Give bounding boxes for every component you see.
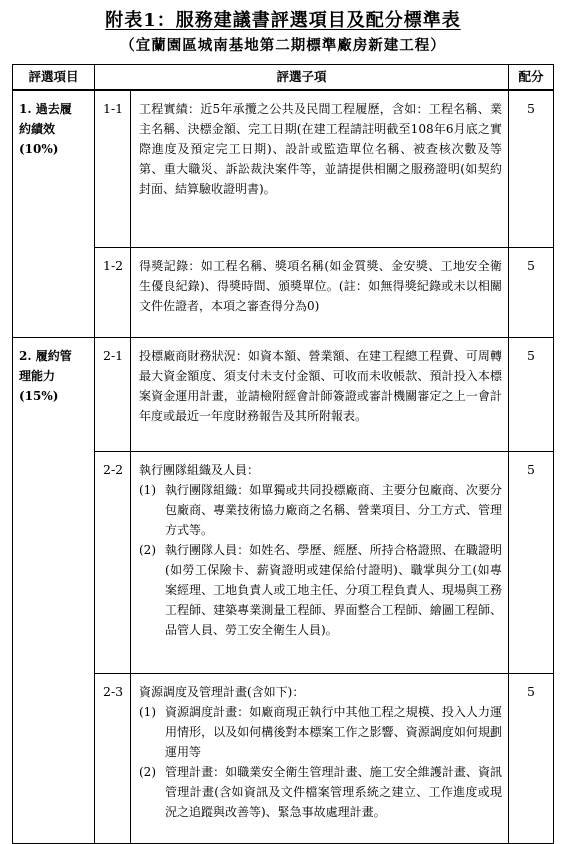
row-score: 5 — [509, 90, 554, 247]
row-score: 5 — [509, 673, 554, 843]
row-number: 2-1 — [95, 337, 131, 451]
document-title: 附表1：服務建議書評選項目及配分標準表 — [105, 10, 461, 31]
row-intro: 資源調度及管理計畫(含如下)： — [139, 684, 305, 699]
table-row — [13, 90, 554, 247]
header-sub: 評選子項 — [95, 65, 509, 91]
row-text — [131, 451, 509, 673]
row-number: 1-2 — [95, 247, 131, 337]
row-number: 2-2 — [95, 451, 131, 673]
header-item: 評選項目 — [13, 65, 95, 91]
row-text: 得獎記錄：如工程名稱、獎項名稱(如金質獎、金安獎、工地安全衛生優良紀錄)、得獎時間、頒獎單位。(註：如無得獎紀錄或未以相關文件佐證者，本項之審查得分為0) — [131, 247, 509, 337]
row-score: 5 — [509, 451, 554, 673]
row-text: 工程實績：近5年承攬之公共及民間工程履歷，含如：工程名稱、業主名稱、決標金額、完工日期(在建工程請註明截至108年6月底之實際進度及預定完工日期)、設計或監造單位名稱、被查核次數及等第、重大職災、訴訟裁決案件等，並請提供相關之服務證明(如契約封面、結算驗收證明書)。 — [131, 90, 509, 247]
list-item: (2) 管理計畫：如職業安全衛生管理計畫、施工安全維護計畫、資訊管理計畫(含如資訊及文件檔案管理系統之建立、工作進度或現況之追蹤與改善等)、緊急事故處理計畫。 — [139, 764, 503, 819]
row-score: 5 — [509, 337, 554, 451]
group-2-item: 2. 履約管 理能力 (15%) — [13, 337, 95, 843]
header-score: 配分 — [509, 65, 554, 91]
document-subtitle: （宜蘭園區城南基地第二期標準廠房新建工程） — [120, 37, 446, 54]
group-1-item: 1. 過去履 約績效 (10%) — [13, 90, 95, 337]
list-item: (1) 執行團隊組織：如單獨或共同投標廠商、主要分包廠商、次要分包廠商、專業技術協力廠商之名稱、營業項目、分工方式、管理方式等。 — [139, 482, 503, 537]
table-row — [13, 337, 554, 451]
row-text — [131, 673, 509, 843]
row-number: 1-1 — [95, 90, 131, 247]
row-intro: 執行團隊組織及人員： — [139, 462, 260, 477]
row-number: 2-3 — [95, 673, 131, 843]
table-row — [13, 673, 554, 843]
table-row — [13, 451, 554, 673]
row-text: 投標廠商財務狀況：如資本額、營業額、在建工程總工程費、可周轉最大資金額度、須支付未支付金額、可收而未收帳款、預計投入本標案資金運用計畫，並請檢附經會計師簽證或審計機關審定之上一會計年度或最近一年度財務報告及其所附報表。 — [131, 337, 509, 451]
row-score: 5 — [509, 247, 554, 337]
list-item: (2) 執行團隊人員：如姓名、學歷、經歷、所持合格證照、在職證明(如勞工保險卡、薪資證明或建保給付證明)、職掌與分工(如專案經理、工地負責人或工地主任、分項工程負責人、現場與工務工程師、建築專業測量工程師、界面整合工程師、繪圖工程師、品管人員、勞工安全衛生人員)。 — [139, 542, 503, 637]
table-header-row — [13, 65, 554, 91]
table-row — [13, 247, 554, 337]
scoring-table — [12, 64, 554, 844]
list-item: (1) 資源調度計畫：如廠商現正執行中其他工程之規模、投入人力運用情形，以及如何構後對本標案工作之影響、資源調度如何規劃運用等 — [139, 704, 503, 759]
